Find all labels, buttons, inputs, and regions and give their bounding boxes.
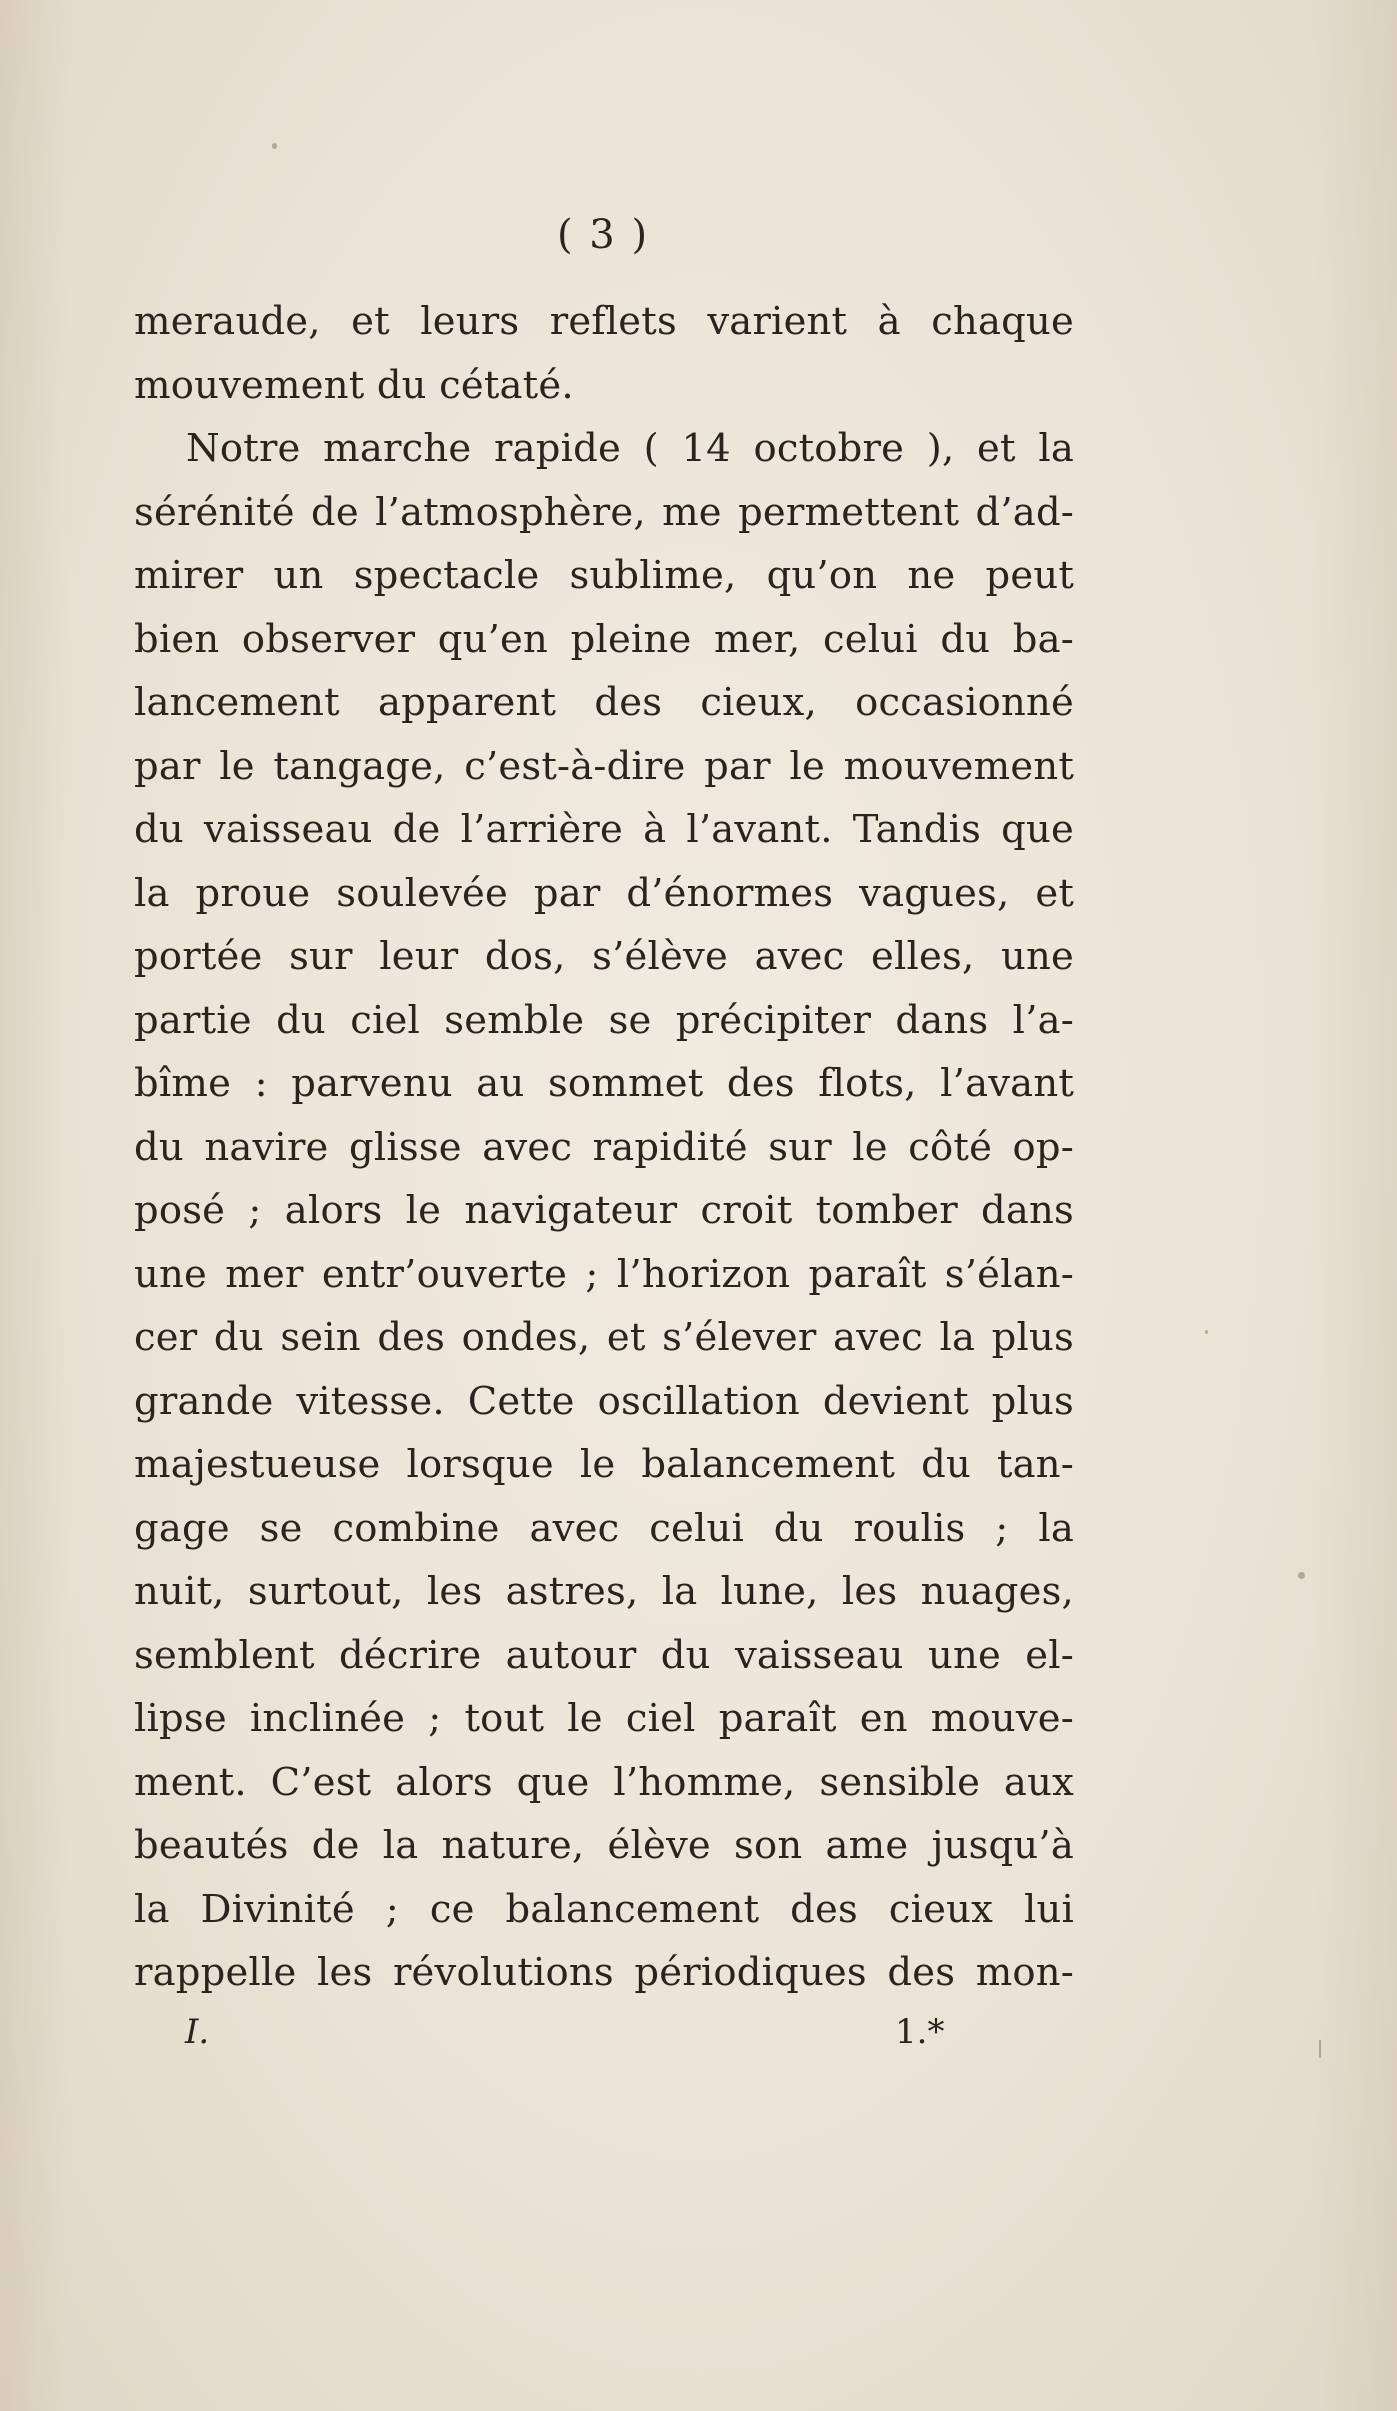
text-line: partie du ciel semble se précipiter dans l’a- (134, 997, 1074, 1043)
text-line: bîme : parvenu au sommet des flots, l’avant (134, 1061, 1074, 1106)
text-line: lipse inclinée ; tout le ciel paraît en mouve- (134, 1696, 1074, 1741)
text-line: la Divinité ; ce balancement des cieux lui (134, 1886, 1074, 1932)
body-text (134, 290, 1074, 2005)
text-line: portée sur leur dos, s’élève avec elles, une (134, 934, 1074, 979)
text-line: bien observer qu’en pleine mer, celui du ba- (134, 616, 1074, 662)
text-line: la proue soulevée par d’énormes vagues, et (134, 870, 1074, 916)
paper-speck (1298, 1572, 1305, 1579)
text-line: beautés de la nature, élève son ame jusqu’à (134, 1823, 1074, 1868)
text-line: du vaisseau de l’arrière à l’avant. Tandis que (134, 807, 1074, 852)
text-line: posé ; alors le navigateur croit tomber dans (134, 1188, 1074, 1233)
text-line: cer du sein des ondes, et s’élever avec la plus (134, 1315, 1074, 1360)
text-line: gage se combine avec celui du roulis ; la (134, 1505, 1074, 1551)
text-line: du navire glisse avec rapidité sur le côté op- (134, 1124, 1074, 1170)
signature-mark-left: I. (185, 2012, 210, 2052)
text-line: rappelle les révolutions périodiques des mon- (134, 1950, 1074, 1995)
text-line: mouvement du cétaté. (134, 362, 574, 408)
text-line: par le tangage, c’est-à-dire par le mouvement (134, 743, 1074, 789)
text-line: nuit, surtout, les astres, la lune, les nuages, (134, 1569, 1074, 1614)
paper-speck (1205, 1330, 1208, 1334)
text-line: grande vitesse. Cette oscillation devient plus (134, 1378, 1074, 1424)
text-line: meraude, et leurs reflets varient à chaque (134, 299, 1074, 344)
text-line: lancement apparent des cieux, occasionné (134, 680, 1074, 725)
signature-mark-right: 1.* (895, 2012, 945, 2052)
text-line: mirer un spectacle sublime, qu’on ne peut (134, 553, 1074, 598)
paper-speck (272, 143, 277, 149)
text-line: une mer entr’ouverte ; l’horizon paraît s’élan- (134, 1251, 1074, 1297)
text-line: semblent décrire autour du vaisseau une el- (134, 1632, 1074, 1678)
text-line: majestueuse lorsque le balancement du tan- (134, 1442, 1074, 1487)
text-line: Notre marche rapide ( 14 octobre ), et la (186, 426, 1074, 471)
page-number: ( 3 ) (556, 212, 650, 258)
text-line: ment. C’est alors que l’homme, sensible aux (134, 1759, 1074, 1805)
paper-speck (1319, 2040, 1321, 2058)
text-line: sérénité de l’atmosphère, me permettent d’ad- (134, 489, 1074, 535)
